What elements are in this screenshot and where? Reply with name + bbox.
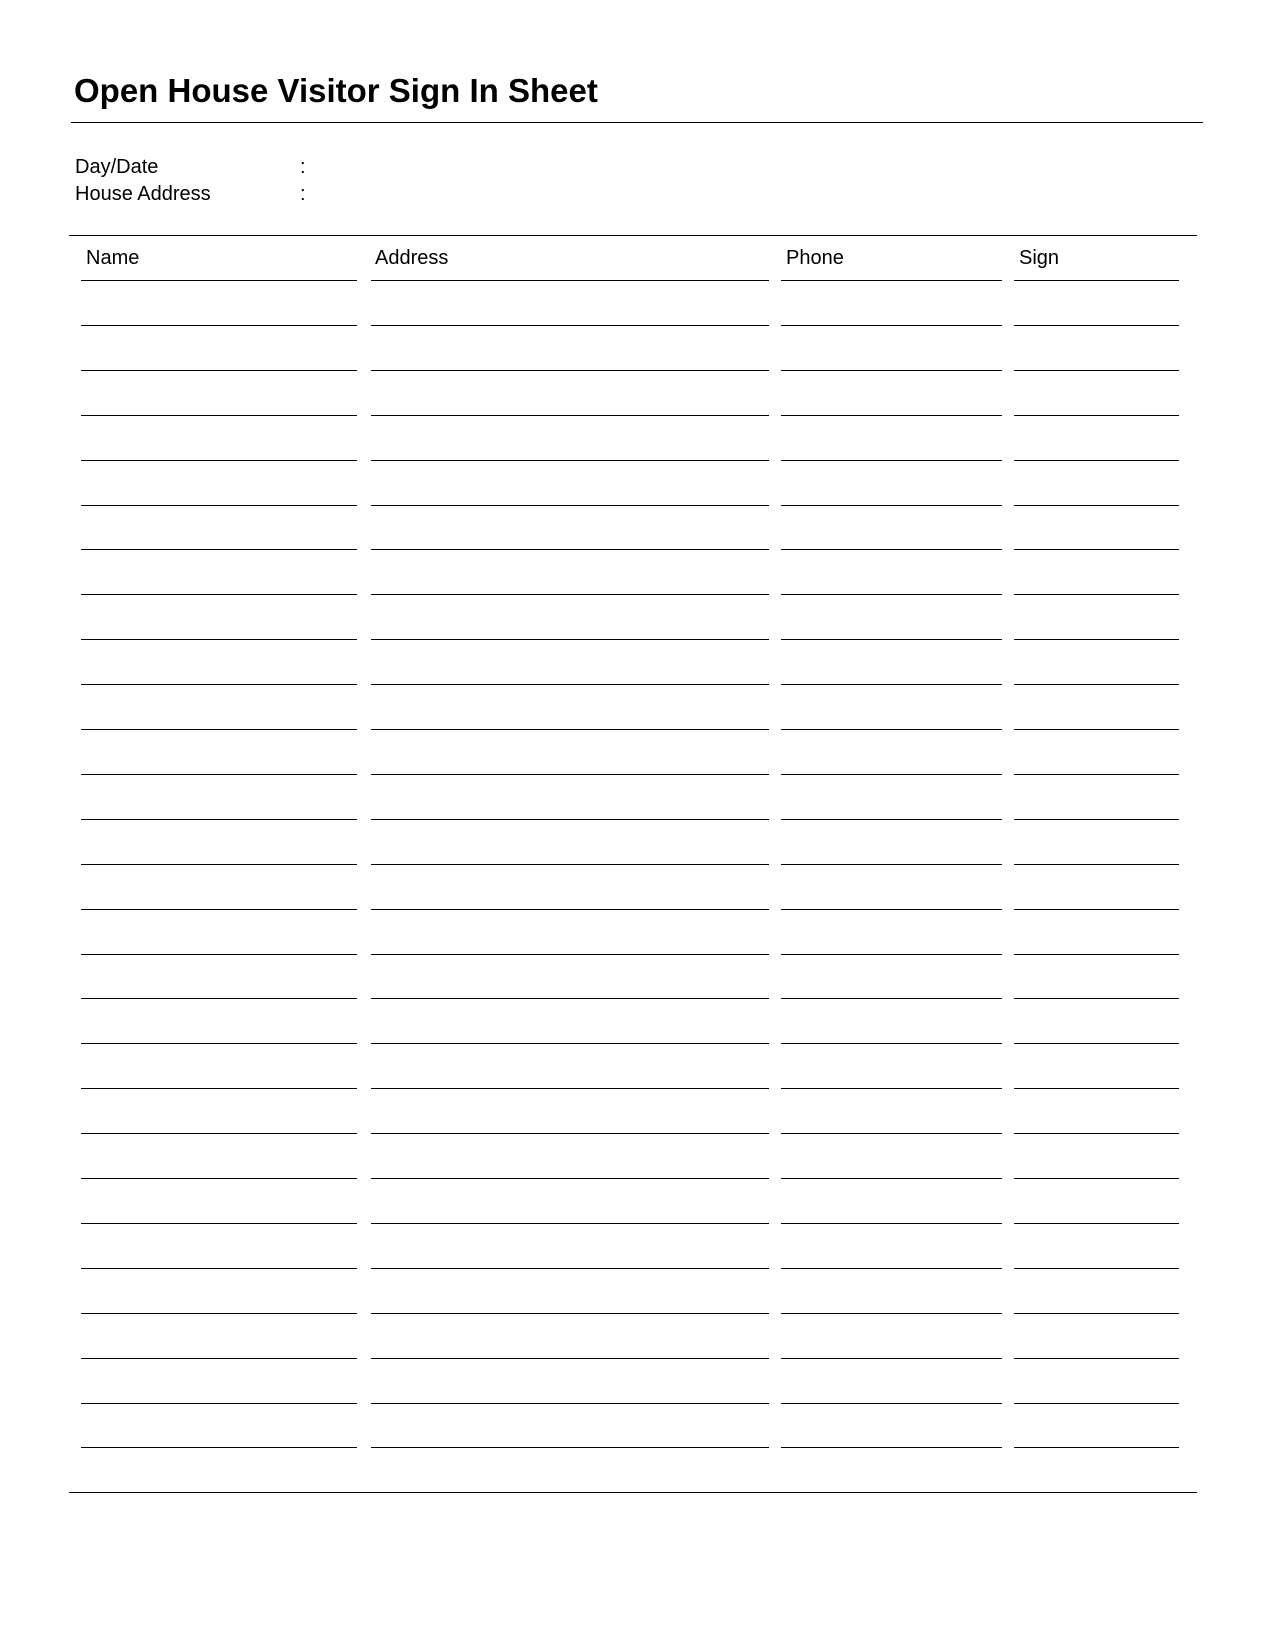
- entry-line-address[interactable]: [371, 1358, 769, 1359]
- entry-line-sign[interactable]: [1014, 1358, 1179, 1359]
- entry-line-address[interactable]: [371, 729, 769, 730]
- entry-line-sign[interactable]: [1014, 460, 1179, 461]
- entry-line-address[interactable]: [371, 1178, 769, 1179]
- entry-line-address[interactable]: [371, 684, 769, 685]
- entry-line-address[interactable]: [371, 909, 769, 910]
- entry-line-sign[interactable]: [1014, 1223, 1179, 1224]
- entry-line-address[interactable]: [371, 819, 769, 820]
- entry-line-phone[interactable]: [781, 1313, 1002, 1314]
- entry-line-sign[interactable]: [1014, 1447, 1179, 1448]
- entry-line-name[interactable]: [81, 370, 357, 371]
- house-address-label: House Address: [75, 183, 211, 205]
- column-header-address: Address: [375, 247, 449, 269]
- entry-line-phone[interactable]: [781, 460, 1002, 461]
- page-title: Open House Visitor Sign In Sheet: [74, 72, 598, 109]
- entry-line-name[interactable]: [81, 1403, 357, 1404]
- entry-line-address[interactable]: [371, 864, 769, 865]
- day-date-label: Day/Date: [75, 156, 159, 178]
- entry-line-sign[interactable]: [1014, 864, 1179, 865]
- entry-line-name[interactable]: [81, 1447, 357, 1448]
- entry-line-address[interactable]: [371, 1313, 769, 1314]
- entry-line-name[interactable]: [81, 684, 357, 685]
- entry-line-name[interactable]: [81, 864, 357, 865]
- entry-line-sign[interactable]: [1014, 415, 1179, 416]
- entry-line-sign[interactable]: [1014, 1178, 1179, 1179]
- entry-line-address[interactable]: [371, 1268, 769, 1269]
- entry-line-phone[interactable]: [781, 819, 1002, 820]
- entry-line-phone[interactable]: [781, 1178, 1002, 1179]
- entry-line-name[interactable]: [81, 729, 357, 730]
- entry-line-phone[interactable]: [781, 1268, 1002, 1269]
- entry-line-sign[interactable]: [1014, 819, 1179, 820]
- header-underline-sign: [1014, 280, 1179, 281]
- entry-line-address[interactable]: [371, 505, 769, 506]
- entry-line-address[interactable]: [371, 415, 769, 416]
- entry-line-sign[interactable]: [1014, 1133, 1179, 1134]
- entry-line-sign[interactable]: [1014, 998, 1179, 999]
- header-underline-phone: [781, 280, 1002, 281]
- entry-line-sign[interactable]: [1014, 1403, 1179, 1404]
- entry-line-name[interactable]: [81, 1223, 357, 1224]
- entry-line-sign[interactable]: [1014, 1313, 1179, 1314]
- entry-line-phone[interactable]: [781, 774, 1002, 775]
- entry-line-name[interactable]: [81, 909, 357, 910]
- entry-line-phone[interactable]: [781, 729, 1002, 730]
- header-underline-address: [371, 280, 769, 281]
- entry-line-sign[interactable]: [1014, 505, 1179, 506]
- column-header-name: Name: [86, 247, 140, 269]
- entry-line-phone[interactable]: [781, 549, 1002, 550]
- entry-line-phone[interactable]: [781, 415, 1002, 416]
- entry-line-address[interactable]: [371, 998, 769, 999]
- house-address-separator: :: [300, 183, 306, 205]
- entry-line-name[interactable]: [81, 1088, 357, 1089]
- entry-line-sign[interactable]: [1014, 954, 1179, 955]
- entry-line-phone[interactable]: [781, 1403, 1002, 1404]
- entry-line-address[interactable]: [371, 774, 769, 775]
- entry-line-sign[interactable]: [1014, 1043, 1179, 1044]
- entry-line-phone[interactable]: [781, 998, 1002, 999]
- entry-line-sign[interactable]: [1014, 594, 1179, 595]
- entry-line-phone[interactable]: [781, 325, 1002, 326]
- entry-line-sign[interactable]: [1014, 549, 1179, 550]
- day-date-separator: :: [300, 156, 306, 178]
- entry-line-address[interactable]: [371, 1088, 769, 1089]
- entry-line-name[interactable]: [81, 415, 357, 416]
- entry-line-phone[interactable]: [781, 909, 1002, 910]
- entry-line-sign[interactable]: [1014, 1088, 1179, 1089]
- entry-line-name[interactable]: [81, 774, 357, 775]
- entry-line-address[interactable]: [371, 954, 769, 955]
- entry-line-name[interactable]: [81, 1268, 357, 1269]
- entry-line-name[interactable]: [81, 1043, 357, 1044]
- entry-line-sign[interactable]: [1014, 325, 1179, 326]
- entry-line-name[interactable]: [81, 594, 357, 595]
- entry-line-name[interactable]: [81, 819, 357, 820]
- entry-line-phone[interactable]: [781, 684, 1002, 685]
- table-bottom-rule: [69, 1492, 1197, 1493]
- entry-line-name[interactable]: [81, 460, 357, 461]
- entry-line-address[interactable]: [371, 549, 769, 550]
- entry-line-address[interactable]: [371, 639, 769, 640]
- entry-line-phone[interactable]: [781, 1133, 1002, 1134]
- entry-line-sign[interactable]: [1014, 909, 1179, 910]
- entry-line-name[interactable]: [81, 998, 357, 999]
- entry-line-phone[interactable]: [781, 1043, 1002, 1044]
- entry-line-phone[interactable]: [781, 1447, 1002, 1448]
- entry-line-sign[interactable]: [1014, 684, 1179, 685]
- entry-line-phone[interactable]: [781, 1088, 1002, 1089]
- header-underline-name: [81, 280, 357, 281]
- entry-line-phone[interactable]: [781, 505, 1002, 506]
- entry-line-phone[interactable]: [781, 1223, 1002, 1224]
- entry-line-address[interactable]: [371, 1447, 769, 1448]
- entry-line-name[interactable]: [81, 1178, 357, 1179]
- entry-line-sign[interactable]: [1014, 639, 1179, 640]
- entry-line-phone[interactable]: [781, 370, 1002, 371]
- table-top-rule: [69, 235, 1197, 236]
- title-divider: [71, 122, 1203, 123]
- column-header-phone: Phone: [786, 247, 844, 269]
- entry-line-phone[interactable]: [781, 954, 1002, 955]
- entry-line-address[interactable]: [371, 1403, 769, 1404]
- entry-line-name[interactable]: [81, 549, 357, 550]
- entry-line-address[interactable]: [371, 1133, 769, 1134]
- entry-line-phone[interactable]: [781, 1358, 1002, 1359]
- entry-line-phone[interactable]: [781, 864, 1002, 865]
- column-header-sign: Sign: [1019, 247, 1060, 269]
- entry-line-address[interactable]: [371, 594, 769, 595]
- entry-line-sign[interactable]: [1014, 370, 1179, 371]
- entry-line-sign[interactable]: [1014, 1268, 1179, 1269]
- entry-line-name[interactable]: [81, 505, 357, 506]
- entry-line-name[interactable]: [81, 1358, 357, 1359]
- entry-line-name[interactable]: [81, 639, 357, 640]
- entry-line-address[interactable]: [371, 1223, 769, 1224]
- entry-line-phone[interactable]: [781, 639, 1002, 640]
- entry-line-sign[interactable]: [1014, 774, 1179, 775]
- entry-line-name[interactable]: [81, 1133, 357, 1134]
- entry-line-address[interactable]: [371, 1043, 769, 1044]
- entry-line-phone[interactable]: [781, 594, 1002, 595]
- entry-line-name[interactable]: [81, 954, 357, 955]
- entry-line-name[interactable]: [81, 1313, 357, 1314]
- entry-line-address[interactable]: [371, 370, 769, 371]
- entry-line-name[interactable]: [81, 325, 357, 326]
- entry-line-address[interactable]: [371, 325, 769, 326]
- entry-line-address[interactable]: [371, 460, 769, 461]
- entry-line-sign[interactable]: [1014, 729, 1179, 730]
